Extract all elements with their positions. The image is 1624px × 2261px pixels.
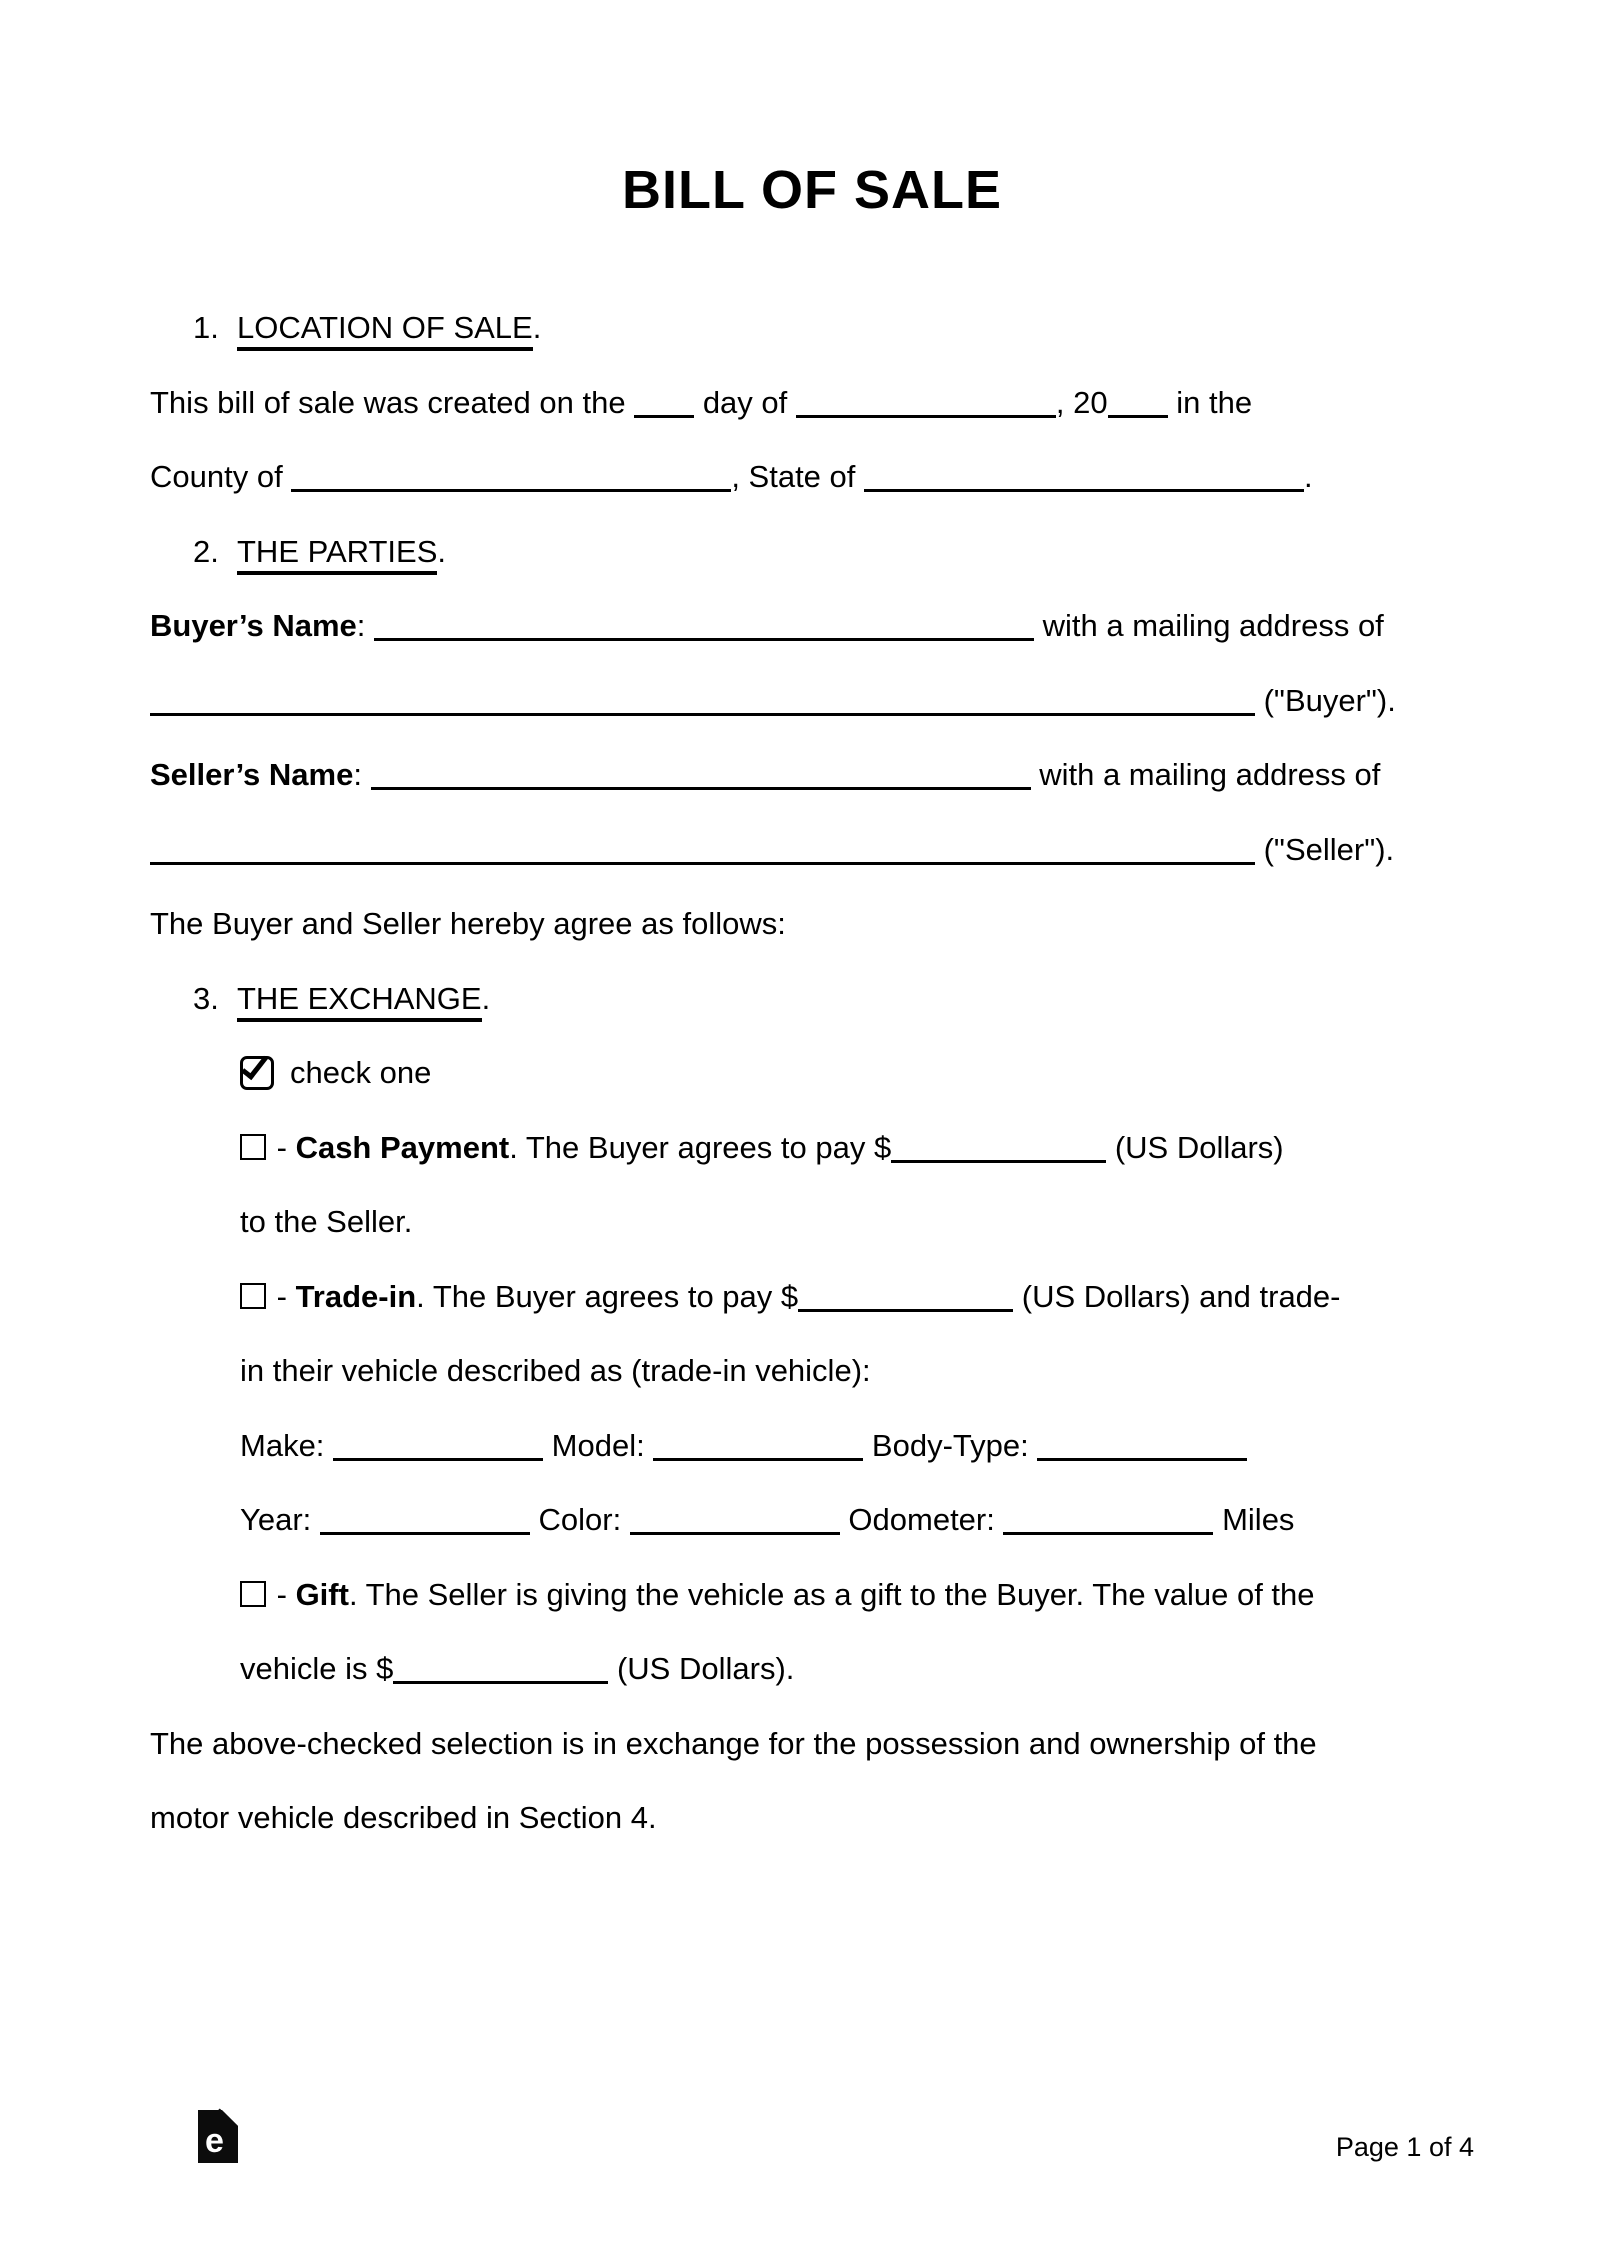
- text: This bill of sale was created on the: [150, 384, 635, 420]
- check-one-label: check one: [290, 1055, 432, 1090]
- section-exchange-heading: [150, 962, 1474, 1037]
- page-footer: [150, 2110, 1474, 2163]
- text: :: [356, 608, 375, 643]
- buyer-name-line: [150, 589, 1474, 664]
- gift-label: Gift: [295, 1576, 349, 1612]
- gift-line-1: [150, 1558, 1474, 1633]
- section-title: THE PARTIES: [237, 534, 437, 575]
- text: . The Seller is giving the vehicle as a gift to the Buyer. The value of the: [348, 1576, 1315, 1612]
- checkbox-check-one[interactable]: [240, 1056, 274, 1090]
- document-page: [0, 160, 1624, 2261]
- odometer-label: Odometer:: [839, 1502, 1004, 1537]
- blank-county[interactable]: [291, 480, 731, 492]
- page-number: Page 1 of 4: [1335, 2132, 1474, 2162]
- check-one-line: [150, 1036, 1474, 1111]
- body-type-label: Body-Type:: [863, 1427, 1038, 1463]
- gift-line-2: [150, 1632, 1474, 1707]
- eforms-logo: [198, 2110, 238, 2163]
- miles-label: Miles: [1213, 1502, 1295, 1537]
- seller-name-label: Seller’s Name: [150, 757, 354, 792]
- section-title: THE EXCHANGE: [237, 981, 482, 1022]
- checkbox-gift[interactable]: [240, 1581, 266, 1607]
- checkbox-trade-in[interactable]: [240, 1283, 266, 1309]
- seller-name-line: [150, 738, 1474, 813]
- location-sentence-line-2: [150, 440, 1474, 515]
- text: with a mailing address of: [1030, 757, 1381, 792]
- cash-payment-line-1: [150, 1111, 1474, 1186]
- blank-sale-month[interactable]: [796, 406, 1056, 418]
- text: , State of: [731, 459, 865, 494]
- blank-buyer-name[interactable]: [374, 629, 1034, 641]
- text: -: [268, 1576, 296, 1612]
- text: ("Seller").: [1255, 831, 1395, 867]
- blank-buyer-address[interactable]: [150, 704, 1255, 716]
- checkbox-cash-payment[interactable]: [240, 1134, 266, 1160]
- section-number: 2.: [193, 533, 219, 569]
- agree-line: The Buyer and Seller hereby agree as follows:: [150, 906, 786, 941]
- text: :: [353, 757, 371, 792]
- section-period: .: [437, 533, 447, 569]
- seller-address-line: [150, 813, 1474, 888]
- text: -: [268, 1129, 296, 1165]
- section-period: .: [532, 310, 542, 345]
- document-body: [150, 291, 1474, 1856]
- make-label: Make:: [240, 1427, 334, 1463]
- blank-year[interactable]: [320, 1523, 530, 1535]
- section-title: LOCATION OF SALE: [237, 310, 533, 351]
- blank-sale-year[interactable]: [1108, 406, 1168, 418]
- section-number: 3.: [193, 980, 219, 1016]
- blank-color[interactable]: [630, 1523, 840, 1535]
- text: ("Buyer").: [1255, 682, 1396, 718]
- text: . The Buyer agrees to pay $: [416, 1278, 799, 1314]
- year-label: Year:: [240, 1502, 320, 1537]
- cash-payment-label: Cash Payment: [295, 1129, 510, 1165]
- vehicle-year-color-line: [150, 1483, 1474, 1558]
- text: with a mailing address of: [1034, 608, 1384, 643]
- blank-seller-name[interactable]: [371, 778, 1031, 790]
- blank-body-type[interactable]: [1037, 1449, 1247, 1461]
- text: -: [268, 1278, 296, 1314]
- section-location-heading: [150, 291, 1474, 366]
- trade-in-label: Trade-in: [295, 1278, 417, 1314]
- text: (US Dollars): [1106, 1129, 1284, 1165]
- blank-trade-amount[interactable]: [798, 1300, 1013, 1312]
- blank-gift-value[interactable]: [393, 1672, 608, 1684]
- buyer-name-label: Buyer’s Name: [150, 608, 357, 643]
- blank-odometer[interactable]: [1003, 1523, 1213, 1535]
- vehicle-make-model-line: [150, 1409, 1474, 1484]
- eforms-logo-letter: e: [205, 2122, 224, 2160]
- trade-in-line-1: [150, 1260, 1474, 1335]
- blank-seller-address[interactable]: [150, 853, 1255, 865]
- text: (US Dollars) and trade-: [1013, 1278, 1341, 1314]
- text: .: [1304, 459, 1313, 494]
- section-parties-heading: [150, 515, 1474, 590]
- blank-state[interactable]: [864, 480, 1304, 492]
- text: day of: [694, 384, 796, 420]
- blank-model[interactable]: [653, 1449, 863, 1461]
- text: (US Dollars).: [608, 1651, 795, 1686]
- blank-sale-day[interactable]: [634, 406, 694, 418]
- closing-line-1: The above-checked selection is in exchange for the possession and ownership of the: [150, 1725, 1317, 1761]
- text: . The Buyer agrees to pay $: [509, 1129, 892, 1165]
- text: in the: [1167, 384, 1253, 420]
- text: County of: [150, 459, 292, 494]
- section-number: 1.: [193, 310, 219, 345]
- buyer-address-line: [150, 664, 1474, 739]
- location-sentence-line-1: [150, 366, 1474, 441]
- cash-payment-line-2: to the Seller.: [240, 1204, 413, 1239]
- blank-cash-amount[interactable]: [891, 1151, 1106, 1163]
- document-title: BILL OF SALE: [621, 160, 1002, 220]
- text: , 20: [1055, 384, 1108, 420]
- color-label: Color:: [529, 1502, 630, 1537]
- closing-line-2: motor vehicle described in Section 4.: [150, 1800, 657, 1835]
- trade-in-line-2: in their vehicle described as (trade-in vehicle):: [240, 1353, 871, 1388]
- model-label: Model:: [543, 1427, 654, 1463]
- check-icon: [241, 1051, 268, 1080]
- section-period: .: [481, 980, 491, 1016]
- text: vehicle is $: [240, 1651, 394, 1686]
- blank-make[interactable]: [333, 1449, 543, 1461]
